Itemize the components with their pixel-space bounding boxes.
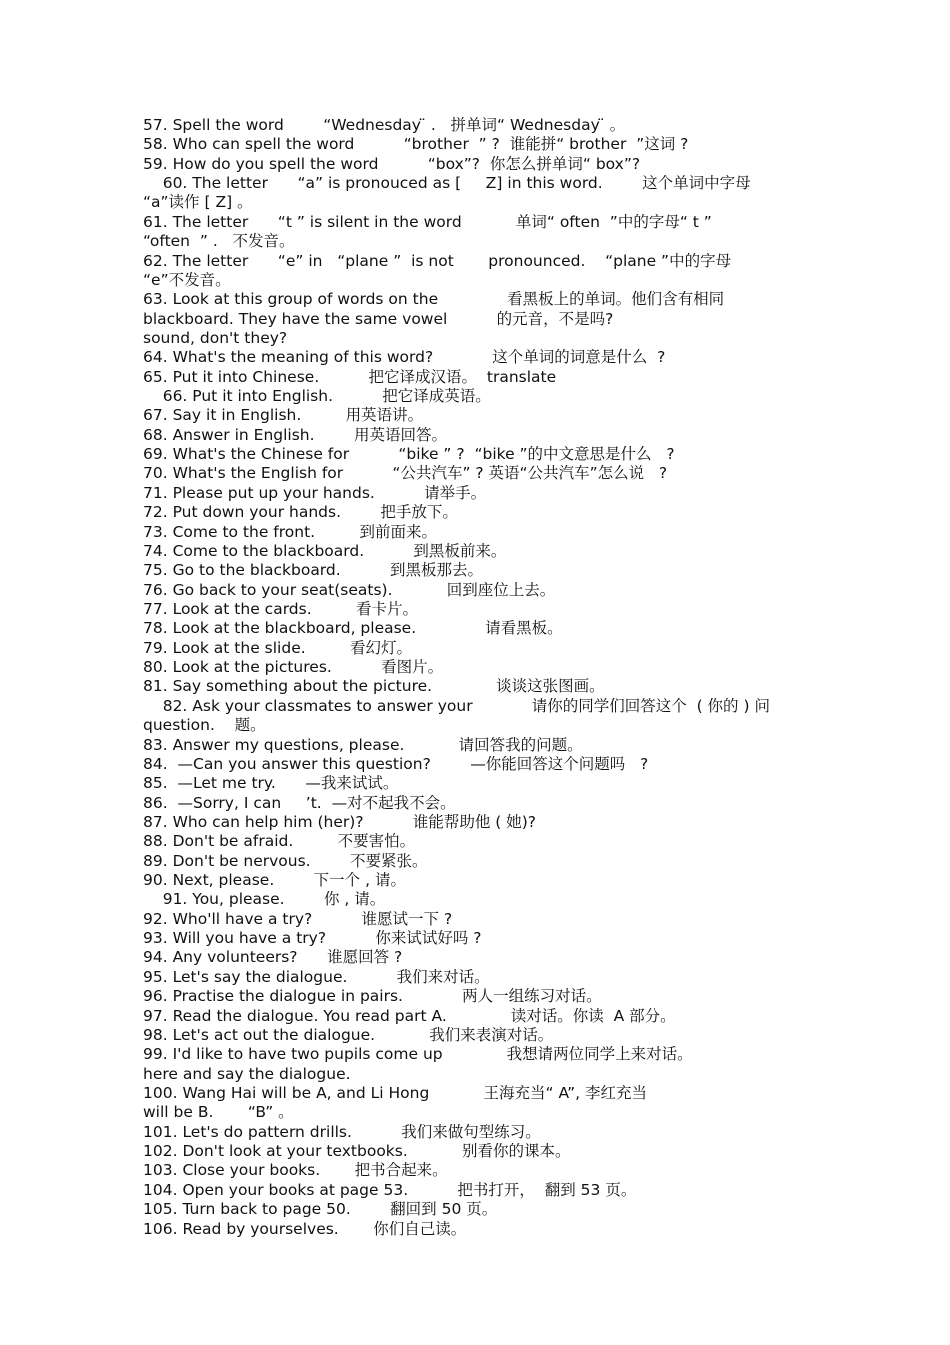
text-line: 86. —Sorry, I can ’t. —对不起我不会。 xyxy=(143,793,456,812)
text-line: 100. Wang Hai will be A, and Li Hong 王海充当“ A”, 李红充当 xyxy=(143,1084,648,1102)
text-line: 106. Read by yourselves. 你们自己读。 xyxy=(143,1219,467,1238)
text-line: 95. Let's say the dialogue. 我们来对话。 xyxy=(143,967,490,986)
text-line: 83. Answer my questions, please. 请回答我的问题。 xyxy=(143,735,583,754)
text-line: 77. Look at the cards. 看卡片。 xyxy=(143,600,418,618)
text-line: 80. Look at the pictures. 看图片。 xyxy=(143,658,444,677)
text-line: 63. Look at this group of words on the 看黑板上的单词。他们含有相同 xyxy=(143,290,725,309)
text-line: 85. —Let me try. —我来试试。 xyxy=(143,774,399,793)
text-line: 84. —Can you answer this question? —你能回答这个问题吗 ? xyxy=(143,754,649,773)
text-line: 87. Who can help him (her)? 谁能帮助他 ( 她)? xyxy=(143,812,536,831)
text-line: 91. You, please. 你 , 请。 xyxy=(143,890,386,909)
text-line: 101. Let's do pattern drills. 我们来做句型练习。 xyxy=(143,1122,541,1141)
text-line: 73. Come to the front. 到前面来。 xyxy=(143,522,437,541)
text-line: 90. Next, please. 下一个 , 请。 xyxy=(143,871,406,890)
text-line: 81. Say something about the picture. 谈谈这张图画。 xyxy=(143,677,605,696)
text-line: 93. Will you have a try? 你来试试好吗 ? xyxy=(143,929,482,948)
text-line: 92. Who'll have a try? 谁愿试一下 ? xyxy=(143,909,453,928)
text-line: 79. Look at the slide. 看幻灯。 xyxy=(143,638,413,657)
text-line: blackboard. They have the same vowel 的元音，不是吗? xyxy=(143,309,614,328)
text-line: 67. Say it in English. 用英语讲。 xyxy=(143,406,424,425)
text-line: 72. Put down your hands. 把手放下。 xyxy=(143,503,458,522)
text-line: 74. Come to the blackboard. 到黑板前来。 xyxy=(143,541,507,560)
text-line: “a”读作 [ Z] 。 xyxy=(143,193,253,212)
text-line: sound, don't they? xyxy=(143,328,288,347)
text-line: 62. The letter “e” in “plane ” is not pronounced. “plane ”中的字母 xyxy=(143,251,732,270)
text-line: 103. Close your books. 把书合起来。 xyxy=(143,1161,448,1180)
text-line: 89. Don't be nervous. 不要紧张。 xyxy=(143,851,428,870)
text-line: 96. Practise the dialogue in pairs. 两人一组练习对话。 xyxy=(143,987,602,1006)
text-line: 78. Look at the blackboard, please. 请看黑板。 xyxy=(143,619,563,638)
text-line: 97. Read the dialogue. You read part A. 读对话。你读 A 部分。 xyxy=(143,1006,676,1025)
text-line: “e”不发音。 xyxy=(143,270,231,289)
text-line: 99. I'd like to have two pupils come up 我想请两位同学上来对话。 xyxy=(143,1045,693,1064)
text-line: 66. Put it into English. 把它译成英语。 xyxy=(143,387,491,406)
text-line: 64. What's the meaning of this word? 这个单词的词意是什么 ? xyxy=(143,348,666,367)
text-line: 60. The letter “a” is pronouced as [ Z] in this word. 这个单词中字母 xyxy=(143,174,751,193)
text-line: 76. Go back to your seat(seats). 回到座位上去。 xyxy=(143,580,556,599)
text-line: here and say the dialogue. xyxy=(143,1064,351,1083)
text-line: 68. Answer in English. 用英语回答。 xyxy=(143,425,447,444)
text-line: 65. Put it into Chinese. 把它译成汉语。 translate xyxy=(143,367,557,386)
text-line: 71. Please put up your hands. 请举手。 xyxy=(143,483,487,502)
text-line: 57. Spell the word “Wednesday ̈ . 拼单词“ Wednesday ̈ 。 xyxy=(143,116,626,134)
text-line: 104. Open your books at page 53. 把书打开， 翻到 53 页。 xyxy=(143,1180,637,1199)
text-line: 75. Go to the blackboard. 到黑板那去。 xyxy=(143,561,483,580)
text-line: question. 题。 xyxy=(143,716,266,735)
text-line: 88. Don't be afraid. 不要害怕。 xyxy=(143,832,416,851)
text-line: 105. Turn back to page 50. 翻回到 50 页。 xyxy=(143,1200,498,1219)
text-line: 70. What's the English for “公共汽车” ? 英语“公共汽车”怎么说 ? xyxy=(143,464,668,483)
text-line: 69. What's the Chinese for “bike ” ? “bike ”的中文意思是什么 ? xyxy=(143,445,675,464)
text-line: 58. Who can spell the word “brother ” ? 谁能拼“ brother ”这词 ? xyxy=(143,135,689,154)
text-line: 94. Any volunteers? 谁愿回答 ? xyxy=(143,948,403,967)
text-line: 61. The letter “t ” is silent in the word 单词“ often ”中的字母“ t ” xyxy=(143,212,712,231)
text-line: 59. How do you spell the word “box”? 你怎么拼单词“ box”? xyxy=(143,154,641,173)
text-line: 82. Ask your classmates to answer your 请你的同学们回答这个 ( 你的 ) 问 xyxy=(143,696,770,715)
text-line: 102. Don't look at your textbooks. 别看你的课本。 xyxy=(143,1142,571,1161)
text-line: “often ” . 不发音。 xyxy=(143,232,295,251)
text-line: will be B. “B” 。 xyxy=(143,1103,294,1122)
text-line: 98. Let's act out the dialogue. 我们来表演对话。 xyxy=(143,1025,554,1044)
